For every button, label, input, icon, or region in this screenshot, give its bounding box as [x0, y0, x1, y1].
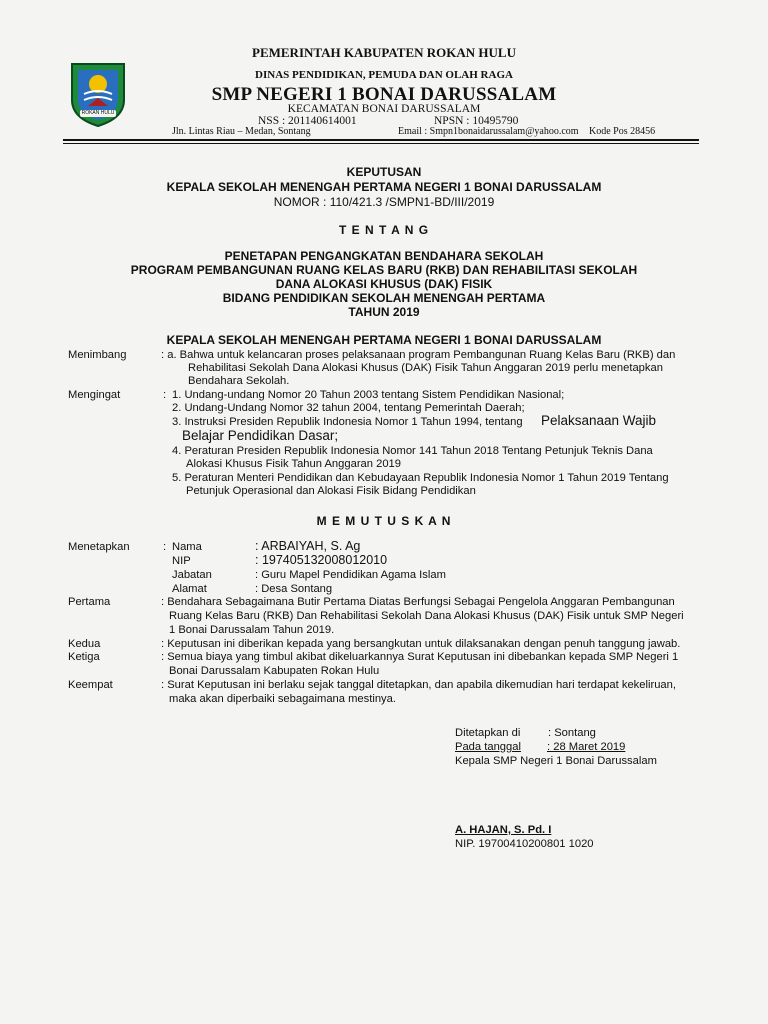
- field-label: Jabatan: [172, 569, 212, 581]
- mengingat-line: 2. Undang-Undang Nomor 32 tahun 2004, tentang Pemerintah Daerah;: [172, 402, 525, 414]
- letterhead-district: KECAMATAN BONAI DARUSSALAM: [287, 103, 481, 115]
- ditetapkan-label: Ditetapkan di: [455, 727, 521, 739]
- tanggal-label: Pada tanggal: [455, 741, 521, 753]
- ditetapkan-value: : Sontang: [548, 727, 596, 739]
- mengingat-line: Pelaksanaan Wajib: [541, 413, 657, 428]
- memutuskan-heading: M E M U T U S K A N: [316, 514, 452, 528]
- decree-number: NOMOR : 110/421.3 /SMPN1-BD/III/2019: [273, 195, 495, 209]
- mengingat-line: 5. Peraturan Menteri Pendidikan dan Kebudayaan Republik Indonesia Nomor 1 Tahun 2019 Tentang: [172, 472, 669, 484]
- field-value: : Guru Mapel Pendidikan Agama Islam: [255, 569, 446, 581]
- field-value: : Desa Sontang: [255, 583, 333, 595]
- decree-title: KEPUTUSAN: [346, 165, 422, 179]
- subject-line-5: TAHUN 2019: [348, 305, 420, 319]
- mengingat-line: 1. Undang-undang Nomor 20 Tahun 2003 tentang Sistem Pendidikan Nasional;: [172, 389, 565, 401]
- ketiga-line: Bonai Darussalam Kabupaten Rokan Hulu: [169, 665, 380, 677]
- pertama-line: : Bendahara Sebagaimana Butir Pertama Diatas Berfungsi Sebagai Pengelola Anggaran Pembangunan: [161, 596, 675, 608]
- letterhead-postcode: Kode Pos 28456: [589, 126, 656, 137]
- letterhead-school-name: SMP NEGERI 1 BONAI DARUSSALAM: [211, 84, 557, 105]
- letterhead-email: Email : Smpn1bonaidarussalam@yahoo.com: [398, 126, 579, 137]
- pertama-line: 1 Bonai Darussalam Tahun 2019.: [169, 624, 335, 636]
- logo-text: ROKAN HULU: [81, 110, 115, 116]
- field-value: : 197405132008012010: [255, 553, 388, 567]
- ketiga-label: Ketiga: [68, 651, 100, 663]
- tanggal-value: : 28 Maret 2019: [547, 741, 626, 753]
- menimbang-line: Bendahara Sekolah.: [188, 375, 290, 387]
- subject-line-1: PENETAPAN PENGANGKATAN BENDAHARA SEKOLAH: [224, 249, 544, 263]
- ketiga-line: : Semua biaya yang timbul akibat dikeluarkannya Surat Keputusan ini dibebankan kepada SMP Negeri 1: [161, 651, 679, 663]
- keempat-label: Keempat: [68, 679, 113, 691]
- letterhead-npsn: NPSN : 10495790: [434, 115, 519, 127]
- letterhead-divider-thin: [63, 143, 699, 144]
- mengingat-label: Mengingat: [68, 389, 121, 401]
- letterhead-address: Jln. Lintas Riau – Medan, Sontang: [172, 126, 311, 137]
- mengingat-line: Belajar Pendidikan Dasar;: [182, 428, 339, 443]
- pertama-label: Pertama: [68, 596, 111, 608]
- letterhead-divider: [63, 139, 699, 141]
- mengingat-line: Alokasi Khusus Fisik Tahun Anggaran 2019: [186, 458, 401, 470]
- menetapkan-label: Menetapkan: [68, 541, 130, 553]
- letterhead-department: DINAS PENDIDIKAN, PEMUDA DAN OLAH RAGA: [255, 69, 513, 81]
- signatory-position: Kepala SMP Negeri 1 Bonai Darussalam: [455, 755, 657, 767]
- subject-line-2: PROGRAM PEMBANGUNAN RUANG KELAS BARU (RKB) DAN REHABILITASI SEKOLAH: [130, 263, 638, 277]
- signatory-nip: NIP. 19700410200801 1020: [455, 838, 594, 850]
- subject-line-3: DANA ALOKASI KHUSUS (DAK) FISIK: [275, 277, 493, 291]
- decree-tentang: T E N T A N G: [338, 223, 430, 237]
- pertama-line: Ruang Kelas Baru (RKB) Dan Rehabilitasi Sekolah Dana Alokasi Khusus (DAK) Fisik untuk SMP Negeri: [169, 610, 684, 622]
- subject-line-4: BIDANG PENDIDIKAN SEKOLAH MENENGAH PERTAMA: [222, 291, 546, 305]
- mengingat-colon: :: [163, 389, 167, 401]
- field-label: Alamat: [172, 583, 207, 595]
- decree-issuer-2: KEPALA SEKOLAH MENENGAH PERTAMA NEGERI 1 BONAI DARUSSALAM: [166, 333, 602, 347]
- mengingat-line: 3. Instruksi Presiden Republik Indonesia Nomor 1 Tahun 1994, tentang: [172, 416, 523, 428]
- kedua-line: : Keputusan ini diberikan kepada yang bersangkutan untuk dilaksanakan dengan penuh tanggung jawab.: [161, 638, 681, 650]
- letterhead-nss: NSS : 201140614001: [258, 115, 357, 127]
- keempat-line: : Surat Keputusan ini berlaku sejak tanggal ditetapkan, dan apabila dikemudian hari terdapat kekeliruan,: [161, 679, 676, 691]
- field-label: Nama: [172, 541, 202, 553]
- decree-issuer: KEPALA SEKOLAH MENENGAH PERTAMA NEGERI 1 BONAI DARUSSALAM: [166, 180, 602, 194]
- kedua-label: Kedua: [68, 638, 101, 650]
- letterhead-government: PEMERINTAH KABUPATEN ROKAN HULU: [252, 45, 516, 60]
- signatory-name: A. HAJAN, S. Pd. I: [455, 824, 552, 836]
- menimbang-line: Rehabilitasi Sekolah Dana Alokasi Khusus (DAK) Fisik Tahun Anggaran 2019 perlu menetapkan: [188, 362, 663, 374]
- mengingat-line: Petunjuk Operasional dan Alokasi Fisik Bidang Pendidikan: [186, 485, 476, 497]
- keempat-line: maka akan diperbaiki sebagaimana mestinya.: [169, 693, 396, 705]
- mengingat-line: 4. Peraturan Presiden Republik Indonesia Nomor 141 Tahun 2018 Tentang Petunjuk Teknis Dana: [172, 445, 653, 457]
- menimbang-label: Menimbang: [68, 349, 127, 361]
- field-value: : ARBAIYAH, S. Ag: [255, 539, 361, 553]
- menimbang-line: : a. Bahwa untuk kelancaran proses pelaksanaan program Pembangunan Ruang Kelas Baru (RKB) dan: [161, 349, 676, 361]
- field-label: NIP: [172, 555, 191, 567]
- menetapkan-colon: :: [163, 541, 167, 553]
